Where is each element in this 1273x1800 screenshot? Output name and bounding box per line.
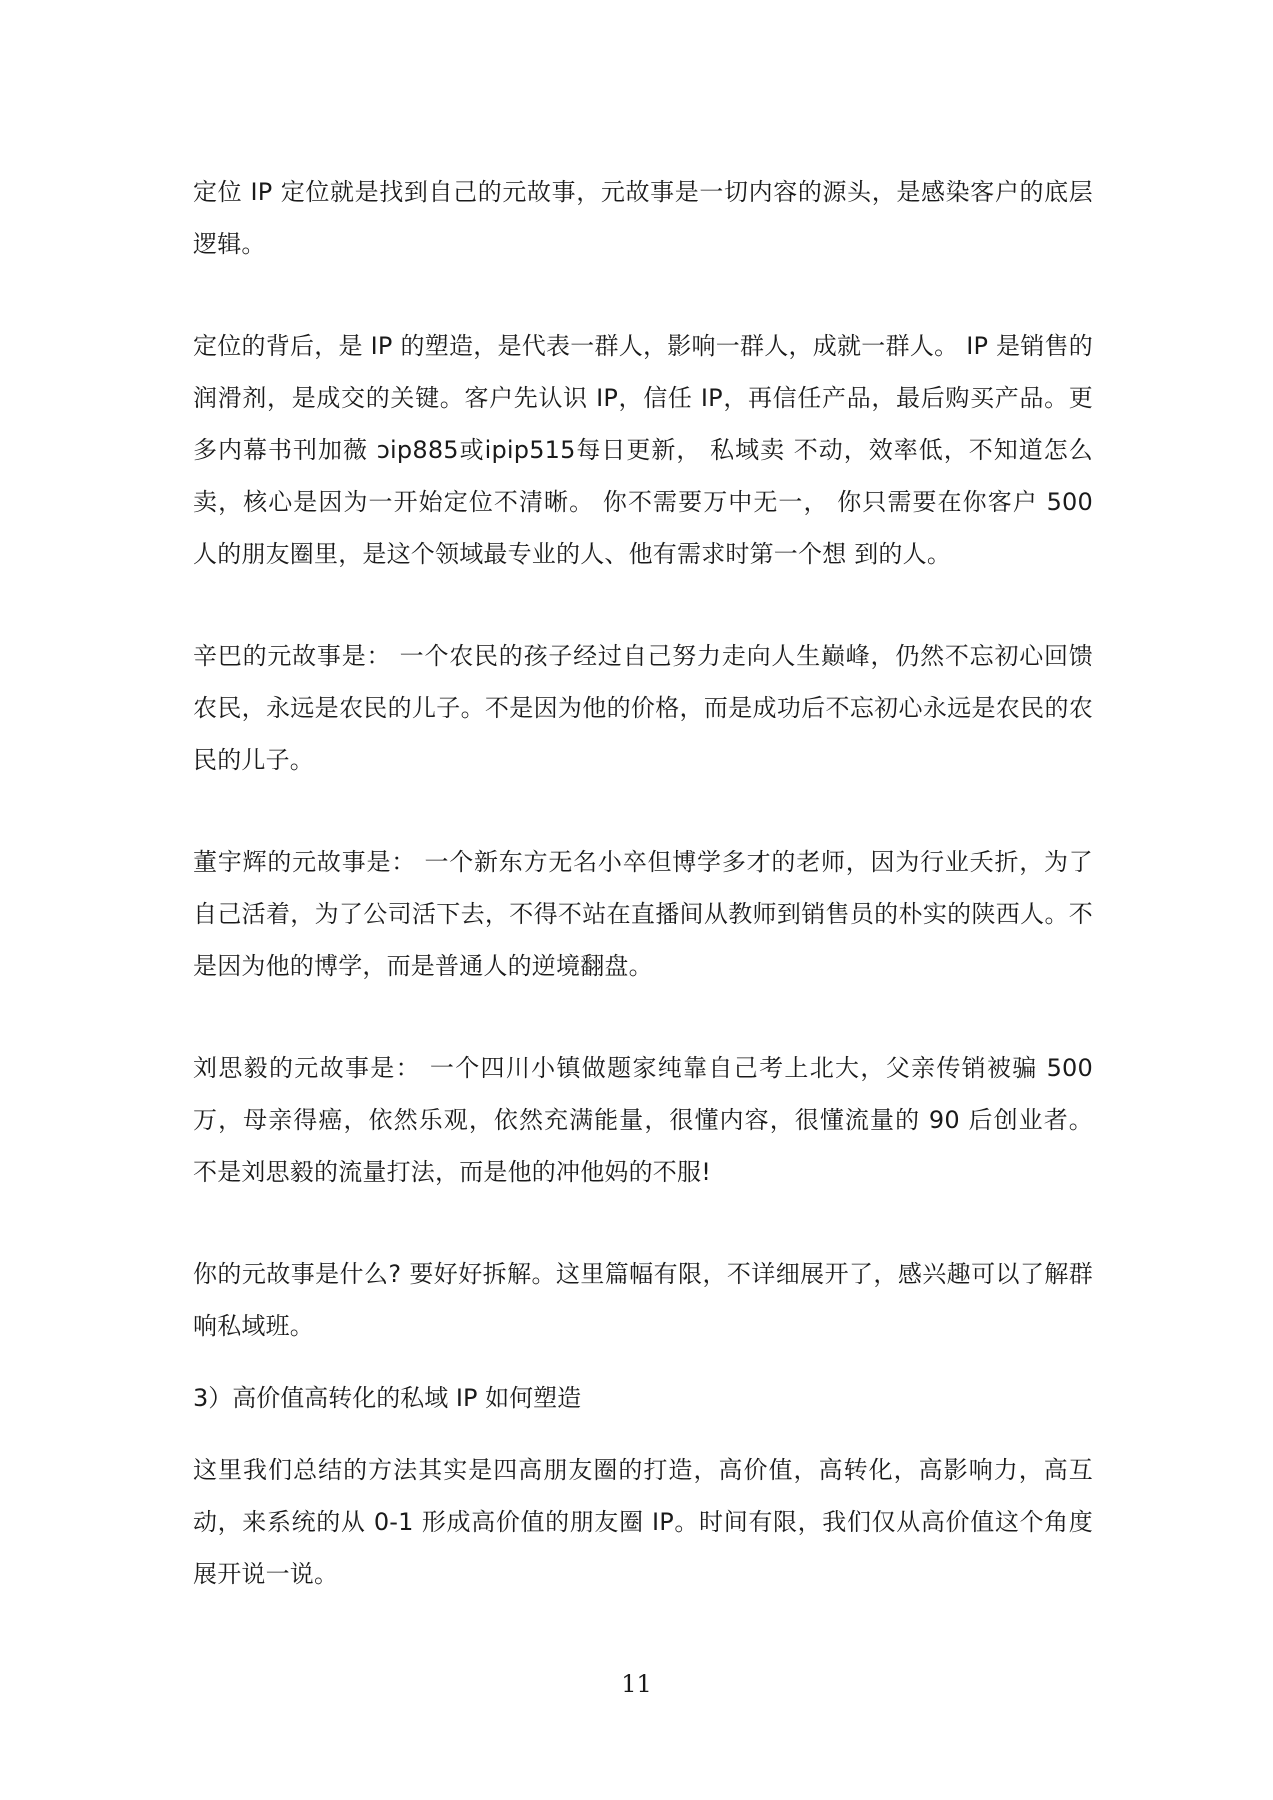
paragraph-four-high-moments: 这里我们总结的方法其实是四高朋友圈的打造，高价值，高转化，高影响力，高互动，来系统的从 0-1 形成高价值的朋友圈 IP。时间有限，我们仅从高价值这个角度展开说一说。 <box>193 1456 1093 1588</box>
page-number: 11 <box>621 1670 652 1698</box>
paragraph-ip-positioning: 定位 IP 定位就是找到自己的元故事，元故事是一切内容的源头，是感染客户的底层逻辑。 <box>193 178 1093 258</box>
paragraph-dongyuhui-story: 董宇辉的元故事是： 一个新东方无名小卒但博学多才的老师，因为行业夭折，为了自己活着，为了公司活下去，不得不站在直播间从教师到销售员的朴实的陕西人。不是因为他的博学，而是普通人的逆境翻盘。 <box>193 848 1093 980</box>
section-heading: 3）高价值高转化的私域 IP 如何塑造 <box>193 1384 582 1412</box>
paragraph-your-story: 你的元故事是什么? 要好好拆解。这里篇幅有限，不详细展开了，感兴趣可以了解群响私域班。 <box>193 1260 1093 1340</box>
paragraph-liusiyi-story: 刘思毅的元故事是： 一个四川小镇做题家纯靠自己考上北大，父亲传销被骗 500 万，母亲得癌，依然乐观，依然充满能量，很懂内容，很懂流量的 90 后创业者。 不是刘思毅的流量打法，而是他的冲他妈的不服! <box>193 1054 1093 1186</box>
document-body <box>193 166 1093 1650</box>
paragraph-ip-shaping: 定位的背后，是 IP 的塑造，是代表一群人，影响一群人，成就一群人。 IP 是销售的润滑剂，是成交的关键。客户先认识 IP，信任 IP，再信任产品，最后购买产品。更多内幕书刊加薇 ɔip885或ipip515每日更新， 私域卖 不动，效率低，不知道怎么卖，核心是因为一开始定位不清晰。 你不需要万中无一， 你只需要在你客户 500 人的朋友圈里，是这个领域最专业的人、他有需求时第一个想 到的人。 <box>193 332 1093 568</box>
paragraph-xinba-story: 辛巴的元故事是： 一个农民的孩子经过自己努力走向人生巅峰，仍然不忘初心回馈农民，永远是农民的儿子。不是因为他的价格，而是成功后不忘初心永远是农民的农民的儿子。 <box>193 642 1093 774</box>
